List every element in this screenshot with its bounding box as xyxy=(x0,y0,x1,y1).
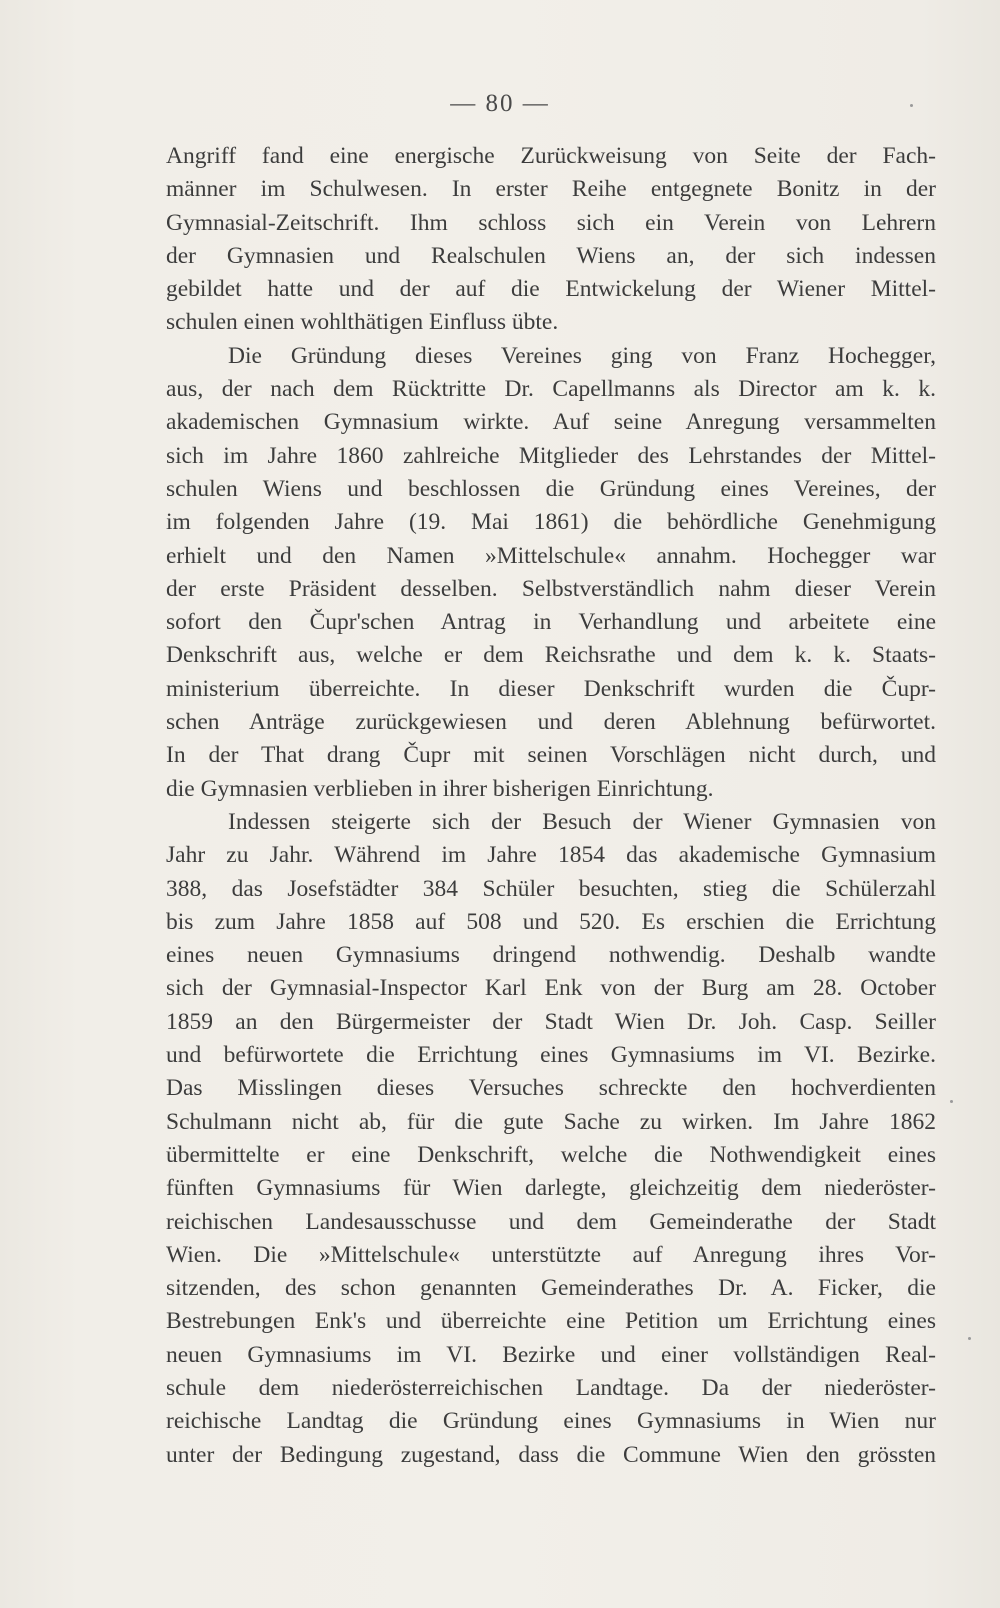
text-line: der Gymnasien und Realschulen Wiens an, der sich indessen xyxy=(166,242,936,269)
text-line: sofort den Čupr'schen Antrag in Verhandlung und arbeitete eine xyxy=(166,609,936,636)
paragraph xyxy=(166,140,936,340)
text-line: Gymnasial-Zeitschrift. Ihm schloss sich ein Verein von Lehrern xyxy=(166,209,936,236)
page-number: — 80 — xyxy=(450,90,550,117)
paper-speck xyxy=(950,1100,953,1103)
paragraph xyxy=(166,806,936,1472)
text-line: aus, der nach dem Rücktritte Dr. Capellmanns als Director am k. k. xyxy=(166,376,936,403)
text-line: akademischen Gymnasium wirkte. Auf seine Anregung versammelten xyxy=(166,409,936,436)
text-line: 388, das Josefstädter 384 Schüler besuchten, stieg die Schülerzahl xyxy=(166,875,936,902)
text-line: übermittelte er eine Denkschrift, welche die Nothwendigkeit eines xyxy=(166,1141,936,1168)
text-line: im folgenden Jahre (19. Mai 1861) die behördliche Genehmigung xyxy=(166,509,936,536)
text-line: männer im Schulwesen. In erster Reihe entgegnete Bonitz in der xyxy=(166,176,936,203)
text-line: Bestrebungen Enk's und überreichte eine Petition um Errichtung eines xyxy=(166,1308,936,1335)
text-line: schulen Wiens und beschlossen die Gründung eines Vereines, der xyxy=(166,475,936,502)
text-line: Angriff fand eine energische Zurückweisung von Seite der Fach- xyxy=(166,143,936,169)
text-line: reichische Landtag die Gründung eines Gymnasiums in Wien nur xyxy=(166,1408,936,1435)
text-line: unter der Bedingung zugestand, dass die Commune Wien den grössten xyxy=(166,1441,936,1468)
text-line: erhielt und den Namen »Mittelschule« annahm. Hochegger war xyxy=(166,542,936,569)
text-line: neuen Gymnasiums im VI. Bezirke und einer vollständigen Real- xyxy=(166,1341,936,1368)
text-line: Das Misslingen dieses Versuches schreckte den hochverdienten xyxy=(166,1075,936,1102)
text-line: sitzenden, des schon genannten Gemeinderathes Dr. A. Ficker, die xyxy=(166,1275,936,1302)
text-line: schule dem niederösterreichischen Landtage. Da der niederöster- xyxy=(166,1374,936,1401)
text-line: Die Gründung dieses Vereines ging von Franz Hochegger, xyxy=(228,342,936,369)
text-line: der erste Präsident desselben. Selbstverständlich nahm dieser Verein xyxy=(166,575,936,602)
text-line: schen Anträge zurückgewiesen und deren Ablehnung befürwortet. xyxy=(166,709,936,736)
text-line: die Gymnasien verblieben in ihrer bisherigen Einrichtung. xyxy=(166,775,714,802)
text-line: Indessen steigerte sich der Besuch der Wiener Gymnasien von xyxy=(228,808,936,835)
text-line: Schulmann nicht ab, für die gute Sache zu wirken. Im Jahre 1862 xyxy=(166,1108,936,1135)
paragraph xyxy=(166,340,936,806)
text-line: reichischen Landesausschusse und dem Gemeinderathe der Stadt xyxy=(166,1208,936,1235)
text-line: Jahr zu Jahr. Während im Jahre 1854 das akademische Gymnasium xyxy=(166,842,936,869)
text-line: sich im Jahre 1860 zahlreiche Mitglieder des Lehrstandes der Mittel- xyxy=(166,442,936,469)
text-line: ministerium überreichte. In dieser Denkschrift wurden die Čupr- xyxy=(166,675,936,702)
text-line: sich der Gymnasial-Inspector Karl Enk von der Burg am 28. October xyxy=(166,975,936,1002)
text-line: gebildet hatte und der auf die Entwickelung der Wiener Mittel- xyxy=(166,276,936,303)
text-line: Denkschrift aus, welche er dem Reichsrathe und dem k. k. Staats- xyxy=(166,642,936,669)
text-line: fünften Gymnasiums für Wien darlegte, gleichzeitig dem niederöster- xyxy=(166,1175,936,1202)
text-line: schulen einen wohlthätigen Einfluss übte. xyxy=(166,309,559,336)
text-line: und befürwortete die Errichtung eines Gymnasiums im VI. Bezirke. xyxy=(166,1042,936,1069)
paper-speck xyxy=(968,1337,971,1340)
text-line: In der That drang Čupr mit seinen Vorschlägen nicht durch, und xyxy=(166,742,936,769)
text-line: eines neuen Gymnasiums dringend nothwendig. Deshalb wandte xyxy=(166,942,936,969)
text-line: bis zum Jahre 1858 auf 508 und 520. Es erschien die Errichtung xyxy=(166,908,936,935)
body-text xyxy=(166,140,936,1472)
paper-speck xyxy=(910,104,913,107)
text-line: 1859 an den Bürgermeister der Stadt Wien Dr. Joh. Casp. Seiller xyxy=(166,1008,936,1035)
text-line: Wien. Die »Mittelschule« unterstützte auf Anregung ihres Vor- xyxy=(166,1241,936,1268)
